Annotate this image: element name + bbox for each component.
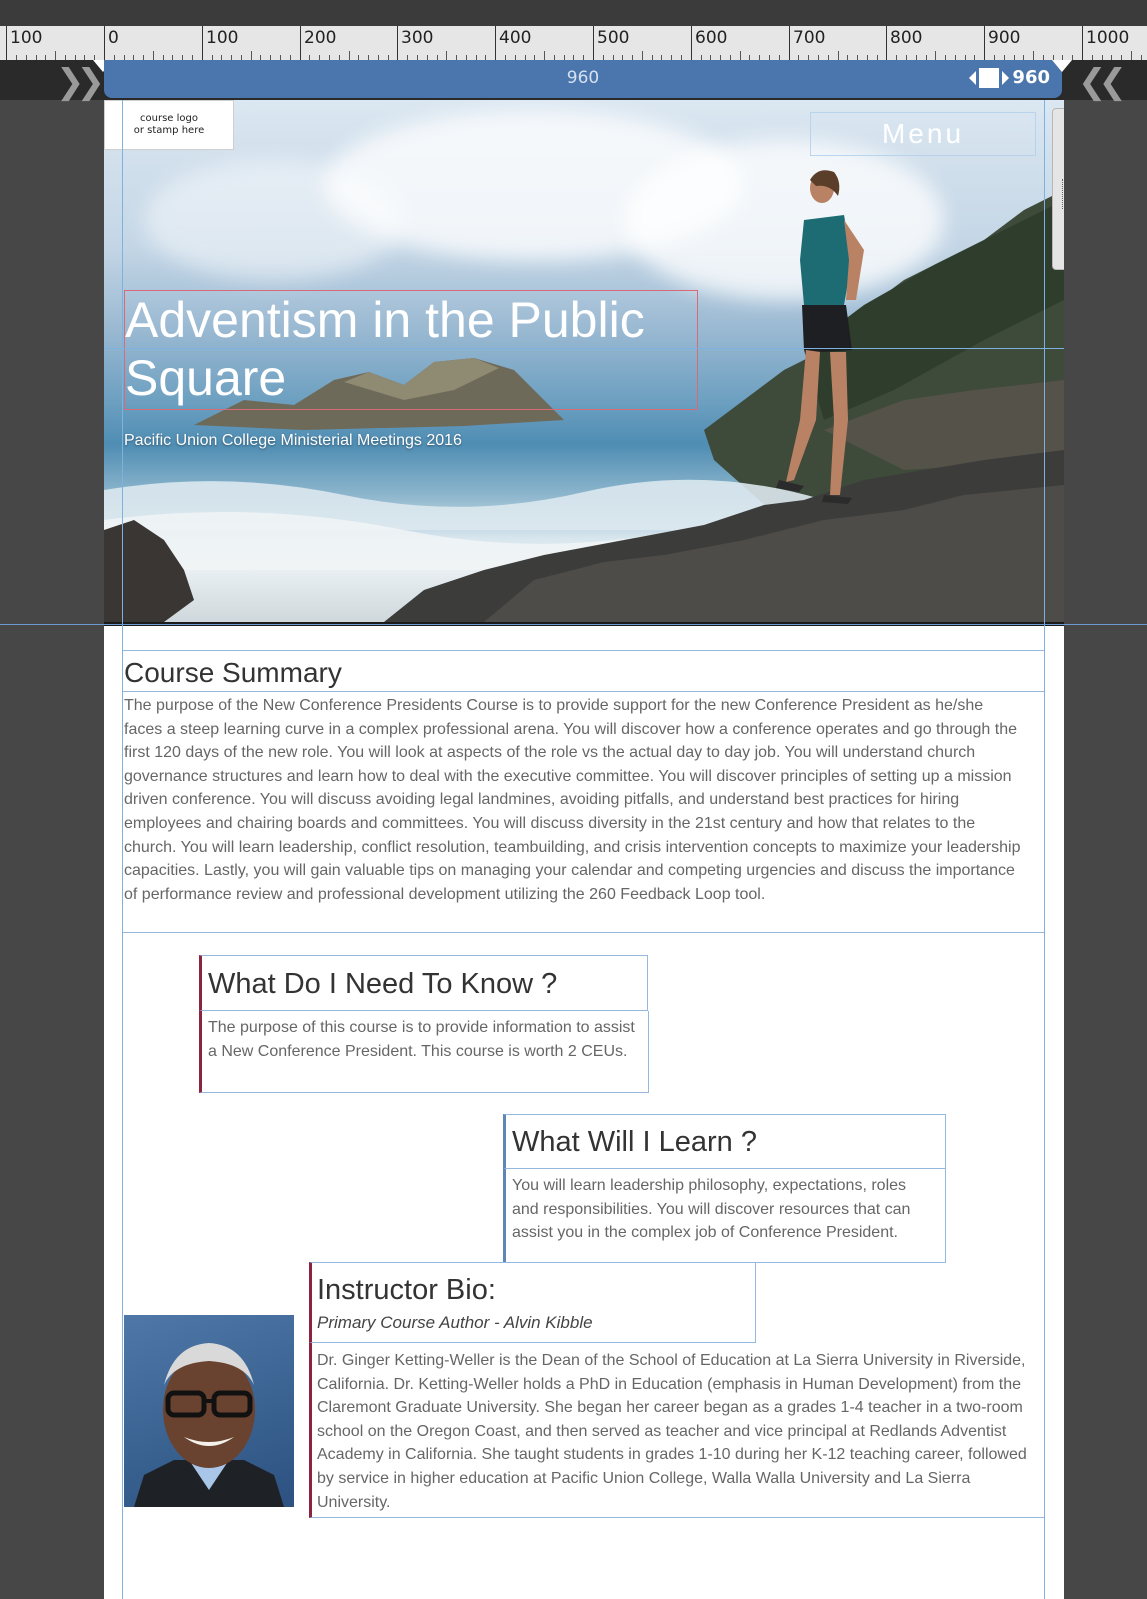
- menu-button[interactable]: Menu: [810, 112, 1036, 156]
- ruler-tick: [495, 26, 496, 60]
- ruler-tick-label: 300: [401, 28, 434, 48]
- instructor-photo: [124, 1315, 294, 1507]
- ruler-tick: [397, 26, 398, 60]
- need-to-know-heading: What Do I Need To Know ?: [208, 968, 558, 1000]
- instructor-portrait[interactable]: [124, 1315, 294, 1507]
- logo-text-line1: course logo: [140, 113, 198, 124]
- ruler-tick: [1033, 51, 1034, 60]
- grip-icon: [1062, 179, 1064, 209]
- hero-horizontal-guide: [104, 348, 1064, 349]
- will-learn-heading: What Will I Learn ?: [512, 1126, 757, 1158]
- ruler-tick: [593, 26, 594, 60]
- summary-body-box[interactable]: [122, 692, 1045, 933]
- instructor-subheading: Primary Course Author - Alvin Kibble: [317, 1313, 593, 1332]
- ruler-tick: [642, 51, 643, 60]
- hero-title[interactable]: Adventism in the Public Square: [124, 290, 698, 410]
- ruler-tick: [691, 26, 692, 60]
- instructor-heading-box[interactable]: [309, 1262, 756, 1343]
- ruler-tick-label: 100: [206, 28, 239, 48]
- ruler-tick: [349, 51, 350, 60]
- instructor-body-box[interactable]: [309, 1343, 1045, 1518]
- ruler-tick: [886, 26, 887, 60]
- arrow-right-icon: [1002, 71, 1009, 85]
- ruler-tick-label: 700: [793, 28, 826, 48]
- need-to-know-body: The purpose of this course is to provide information to assist a New Conference President. This course is worth 2 CEUs.: [208, 1019, 635, 1060]
- ruler-tick: [740, 51, 741, 60]
- logo-text-line2: or stamp here: [133, 125, 205, 136]
- arrow-left-icon: [969, 71, 976, 85]
- right-column-guide: [1044, 100, 1045, 1599]
- ruler-tick: [55, 51, 56, 60]
- ruler-tick-label: 800: [890, 28, 923, 48]
- will-learn-body: You will learn leadership philosophy, expectations, roles and responsibilities. You will discover resources that can assist you in the complex job of Conference President.: [512, 1177, 911, 1242]
- need-to-know-heading-box[interactable]: [199, 955, 648, 1011]
- breakpoint-marker-right[interactable]: [1052, 60, 1072, 72]
- ruler-tick: [446, 51, 447, 60]
- will-learn-body-box[interactable]: [503, 1169, 946, 1263]
- horizontal-ruler[interactable]: [0, 26, 1147, 61]
- summary-body: The purpose of the New Conference Presidents Course is to provide support for the new Conference President as he/she faces a steep learning curve in a complex professional arena. You will discover how a conference operates and go through the first 120 days of the new role. You will look at aspects of the role vs the actual day to day job. You will understand church governance structures and learn how to deal with the executive committee. You will discover principles of setting up a mission driven conference. You will discuss avoiding legal landmines, avoiding pitfalls, and understand best practices for hiring employees and chairing boards and committees. You will discuss diversity in the 21st century and how that relates to the church. You will learn leadership, conflict resolution, teambuilding, and crisis intervention concepts to maximize your leadership capacities. Lastly, you will gain valuable tips on managing your calendar and competing urgencies and discuss the importance of performance review and professional development utilizing the 260 Feedback Loop tool.: [124, 697, 1021, 903]
- course-logo-placeholder[interactable]: [104, 100, 234, 150]
- ruler-tick-label: 600: [695, 28, 728, 48]
- ruler-tick: [153, 51, 154, 60]
- ruler-tick: [935, 51, 936, 60]
- instructor-body: Dr. Ginger Ketting-Weller is the Dean of the School of Education at La Sierra University in Riverside, California. Dr. Ketting-Weller holds a PhD in Education (emphasis in Human Development) from the Claremont Graduate University. She began her career began as a grades 1-4 teacher in a two-room school on the Oregon Coast, and then served as teacher and vice principal at Redlands Adventist Academy in California. She taught students in grades 1-10 during her K-12 teaching career, followed by service in higher education at Pacific Union College, Walla Walla University and La Sierra University.: [317, 1352, 1027, 1511]
- horizontal-guide-line: [0, 624, 1147, 625]
- double-chevron-right-icon[interactable]: ❯❯: [56, 62, 97, 102]
- top-strip: [0, 0, 1147, 26]
- breakpoint-handle-label: 960: [1012, 67, 1050, 88]
- ruler-tick: [104, 26, 105, 60]
- breakpoint-handle[interactable]: [969, 67, 1050, 88]
- ruler-tick: [1131, 51, 1132, 60]
- ruler-tick: [300, 26, 301, 60]
- breakpoint-bar[interactable]: [104, 60, 1062, 98]
- ruler-tick: [984, 26, 985, 60]
- ruler-tick: [544, 51, 545, 60]
- page-canvas[interactable]: [104, 100, 1064, 1599]
- will-learn-heading-box[interactable]: [503, 1114, 946, 1169]
- instructor-heading: Instructor Bio:: [317, 1274, 496, 1306]
- ruler-tick: [6, 26, 7, 60]
- ruler-tick-label: 500: [597, 28, 630, 48]
- ruler-tick: [838, 51, 839, 60]
- ruler-tick-label: 200: [304, 28, 337, 48]
- hero-header[interactable]: [104, 100, 1064, 626]
- ruler-tick: [251, 51, 252, 60]
- summary-heading: Course Summary: [124, 657, 342, 688]
- left-column-guide: [122, 100, 123, 1599]
- ruler-tick-label: 0: [108, 28, 119, 48]
- breakpoint-handle-icon: [979, 68, 999, 88]
- breakpoint-width-label: 960: [566, 68, 600, 88]
- page-scroll-handle[interactable]: [1052, 108, 1064, 270]
- breakpoint-row: [0, 60, 1147, 100]
- double-chevron-left-icon[interactable]: ❮❮: [1078, 62, 1119, 102]
- ruler-tick: [202, 26, 203, 60]
- need-to-know-body-box[interactable]: [199, 1011, 649, 1093]
- ruler-tick-label: 900: [988, 28, 1021, 48]
- ruler-tick-label: 100: [10, 28, 43, 48]
- hero-subtitle[interactable]: Pacific Union College Ministerial Meetings 2016: [124, 432, 462, 449]
- ruler-tick-label: 1000: [1086, 28, 1130, 48]
- ruler-tick: [789, 26, 790, 60]
- ruler-tick-label: 400: [499, 28, 532, 48]
- summary-heading-box[interactable]: [122, 650, 1045, 692]
- ruler-tick: [1082, 26, 1083, 60]
